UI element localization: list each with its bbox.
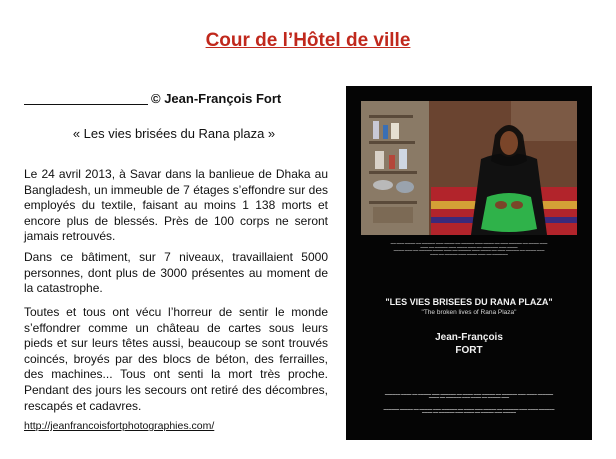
photographer-website-link[interactable]: http://jeanfrancoisfortphotographies.com/: [24, 420, 215, 432]
paragraph-2: Dans ce bâtiment, sur 7 niveaux, travaillaient 5000 personnes, dont plus de 3000 présentes au moment de la catastrophe.: [24, 250, 328, 296]
poster-author: [346, 331, 592, 357]
exhibition-title: « Les vies brisées du Rana plaza »: [72, 126, 276, 141]
photographer-credit: © Jean-François Fort: [151, 91, 282, 106]
paragraph-3: Toutes et tous ont vécu l’horreur de sentir le monde s’effondrer comme un château de cartes sous leurs pieds et sur leurs têtes aussi, beaucoup se sont trouvés coincés, broyés par des blocs de béton, des ferrailles, des machines... Tous ont senti la mort très proche. Pendant des jours les secours ont retiré des décombres, rescapés et cadavres.: [24, 305, 328, 413]
poster-subtitle: "The broken lives of Rana Plaza": [421, 309, 517, 316]
poster-author-last-name: FORT: [455, 345, 483, 356]
paragraph-1: Le 24 avril 2013, à Savar dans la banlieue de Dhaka au Bangladesh, un immeuble de 7 étages s’effondre sur des employés du textile, faisant au moins 1 138 morts et encore plus de blessés. Près de 100 corps ne seront jamais retrouvés.: [24, 167, 328, 244]
portrait-photo-illustration: [361, 101, 577, 235]
poster-bio-french: ▬▬▬▬▬▬ ▬▬▬▬ ▬▬ ▬▬▬▬▬ ▬▬▬ ▬▬▬▬▬▬ ▬▬ ▬▬▬▬ ▬▬▬ ▬▬▬▬▬ ▬▬ ▬▬▬▬▬▬ ▬▬▬ ▬▬▬▬ ▬▬▬▬▬▬ ▬▬▬▬ ▬▬ ▬▬▬▬▬▬ ▬▬▬ ▬▬▬▬ ▬▬ ▬▬▬▬▬ ▬▬▬: [384, 393, 554, 400]
page-title: Cour de l’Hôtel de ville: [205, 30, 411, 51]
exhibition-poster: [346, 86, 592, 440]
credit-underline: [24, 104, 148, 105]
poster-title: "LES VIES BRISEES DU RANA PLAZA": [385, 297, 553, 307]
poster-photo: [361, 101, 577, 235]
poster-author-first-name: Jean-François: [435, 332, 503, 343]
poster-caption-text: ▬▬ ▬▬▬ ▬▬▬▬ ▬▬ ▬▬▬▬▬ ▬▬▬ ▬▬▬▬ ▬▬ ▬▬▬▬▬ ▬▬▬ ▬▬▬▬ ▬▬ ▬▬▬ ▬▬▬▬▬ ▬▬ ▬▬▬▬ ▬▬▬ ▬▬▬ ▬▬ ▬▬▬▬▬ ▬▬▬ ▬▬▬▬ ▬▬▬ ▬▬ ▬▬▬▬▬▬ ▬▬▬ ▬▬▬▬ ▬▬▬▬ ▬▬▬ ▬▬ ▬▬▬▬▬ ▬▬▬▬ ▬▬▬ ▬▬ ▬▬▬▬▬ ▬▬▬ ▬▬▬▬ ▬▬ ▬▬▬ ▬▬▬▬▬ ▬▬ ▬▬▬▬ ▬▬▬ ▬▬▬ ▬▬ ▬▬▬▬▬ ▬▬▬ ▬▬▬▬ ▬▬▬ ▬▬ ▬▬▬▬▬▬: [390, 242, 548, 256]
poster-bio-english: ▬▬▬▬▬▬ ▬▬▬▬▬ ▬▬ ▬▬▬▬▬ ▬▬▬ ▬▬▬▬▬▬ ▬▬ ▬▬▬▬ ▬▬▬ ▬▬▬▬▬ ▬▬ ▬▬▬▬▬▬ ▬▬▬ ▬▬▬▬ ▬▬▬▬▬▬ ▬▬▬▬ ▬▬ ▬▬▬▬▬▬ ▬▬▬ ▬▬▬▬ ▬▬ ▬▬▬▬▬ ▬▬▬ ▬▬▬▬▬: [383, 408, 555, 415]
